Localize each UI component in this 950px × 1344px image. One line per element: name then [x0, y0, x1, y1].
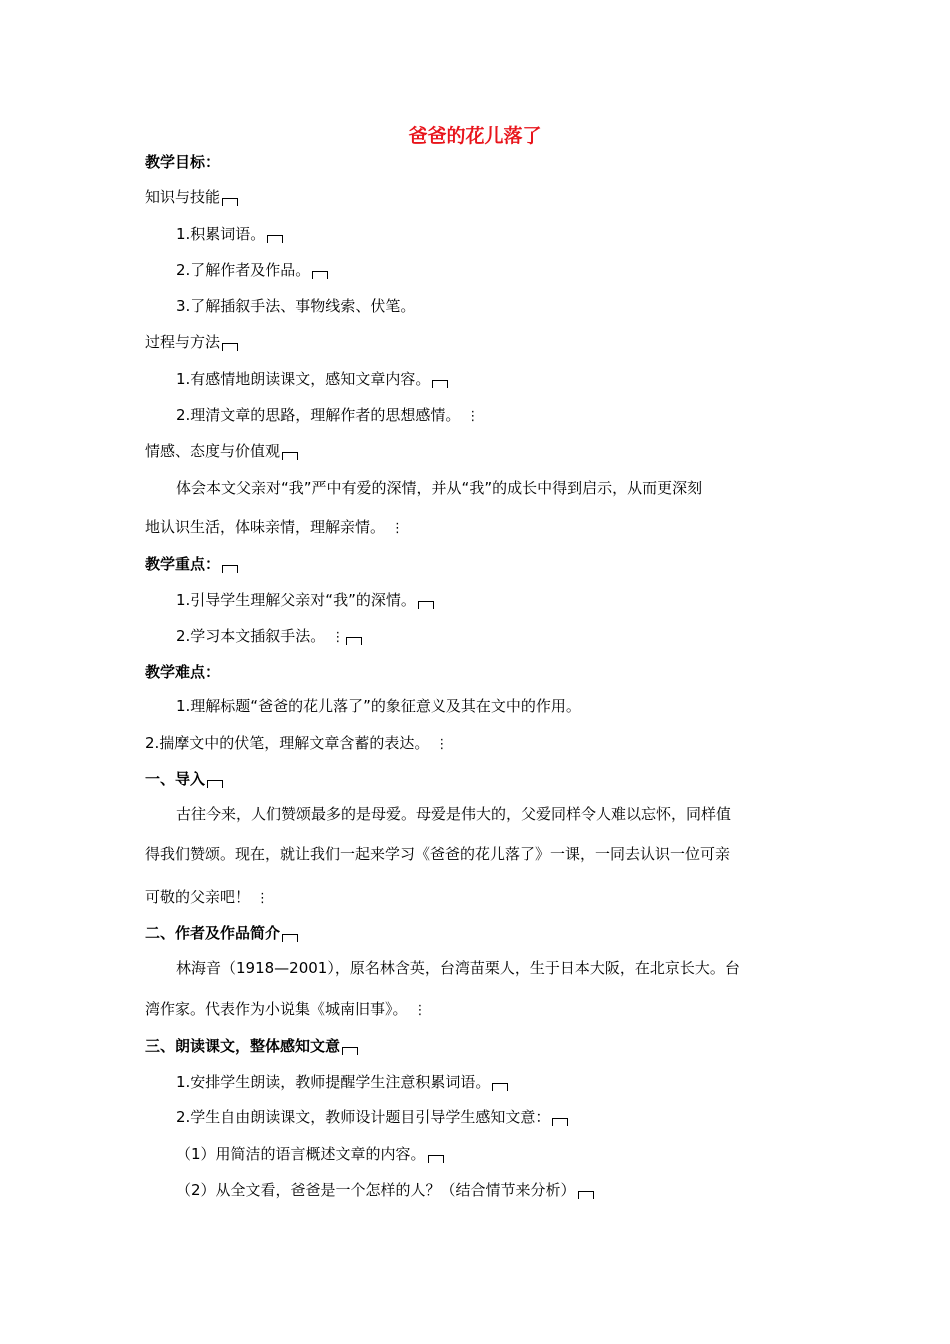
line-text: 1.积累词语。 [176, 225, 266, 243]
paragraph-mark-icon [312, 271, 328, 279]
paragraph-mark-icon [222, 343, 238, 351]
line-text: 2.揣摩文中的伏笔，理解文章含蓄的表达。 [145, 734, 430, 752]
line-text: 3.了解插叙手法、事物线索、伏笔。 [176, 297, 416, 315]
line-text: 得我们赞颂。现在，就让我们一起来学习《爸爸的花儿落了》一课，一同去认识一位可亲 [145, 845, 731, 863]
line-text: 体会本文父亲对“我”严中有爱的深情，并从“我”的成长中得到启示，从而更深刻 [176, 479, 703, 497]
vertical-dots-icon: ⋮ [331, 630, 345, 645]
list-item [176, 1106, 568, 1128]
paragraph-mark-icon [428, 1155, 444, 1163]
paragraph-line [145, 843, 730, 865]
line-text: 地认识生活，体味亲情，理解亲情。 [145, 518, 386, 536]
line-text: （2）从全文看，爸爸是一个怎样的人？（结合情节来分析） [176, 1181, 576, 1199]
line-text: 过程与方法 [145, 333, 221, 351]
paragraph-mark-icon [267, 235, 283, 243]
vertical-dots-icon: ⋮ [391, 521, 405, 536]
list-item [176, 1143, 444, 1165]
vertical-dots-icon: ⋮ [413, 1003, 427, 1018]
paragraph-mark-icon [552, 1118, 568, 1126]
paragraph-mark-icon [492, 1083, 508, 1091]
vertical-dots-icon: ⋮ [256, 891, 270, 906]
list-item [176, 223, 283, 245]
vertical-dots-icon: ⋮ [466, 409, 480, 424]
paragraph-line [176, 803, 731, 825]
list-item [176, 259, 328, 281]
section-heading-key-points [145, 553, 238, 575]
paragraph-line [176, 957, 740, 979]
paragraph-line [176, 477, 702, 499]
line-text: 2.学习本文插叙手法。 [176, 627, 326, 645]
heading-text: 一、导入 [145, 770, 206, 788]
paragraph-mark-icon [578, 1191, 594, 1199]
list-item [145, 732, 448, 756]
heading-text: 教学目标： [145, 153, 221, 171]
line-text: 1.有感情地朗读课文，感知文章内容。 [176, 370, 431, 388]
heading-text: 二、作者及作品简介 [145, 924, 281, 942]
list-item [176, 1071, 508, 1093]
paragraph-mark-icon [282, 934, 298, 942]
paragraph-mark-icon [342, 1047, 358, 1055]
line-text: 湾作家。代表作为小说集《城南旧事》。 [145, 1000, 408, 1018]
line-text: （1）用简洁的语言概述文章的内容。 [176, 1145, 426, 1163]
paragraph-mark-icon [222, 565, 238, 573]
line-text: 知识与技能 [145, 188, 221, 206]
paragraph-mark-icon [432, 380, 448, 388]
paragraph-mark-icon [222, 198, 238, 206]
line-text: 可敬的父亲吧！ [145, 888, 251, 906]
section-heading-reading [145, 1035, 358, 1057]
list-item [176, 589, 434, 611]
paragraph-mark-icon [346, 637, 362, 645]
line-text: 情感、态度与价值观 [145, 442, 281, 460]
heading-text: 教学难点： [145, 663, 221, 681]
section-heading-intro [145, 768, 223, 790]
line-text: 2.理清文章的思路，理解作者的思想感情。 [176, 406, 461, 424]
paragraph-mark-icon [282, 452, 298, 460]
line-text: 1.引导学生理解父亲对“我”的深情。 [176, 591, 416, 609]
heading-text: 教学重点： [145, 555, 221, 573]
subheading-emotion [145, 440, 298, 462]
subheading-process [145, 331, 238, 353]
list-item [176, 625, 362, 649]
list-item [176, 295, 415, 317]
line-text: 1.理解标题“爸爸的花儿落了”的象征意义及其在文中的作用。 [176, 697, 581, 715]
vertical-dots-icon: ⋮ [435, 737, 449, 752]
heading-text: 三、朗读课文，整体感知文意 [145, 1037, 341, 1055]
paragraph-line [145, 886, 269, 910]
list-item [176, 368, 448, 390]
line-text: 2.学生自由朗读课文，教师设计题目引导学生感知文意： [176, 1108, 551, 1126]
paragraph-line [145, 998, 427, 1022]
page-title: 爸爸的花儿落了 [408, 125, 542, 147]
line-text: 林海音（1918—2001），原名林含英，台湾苗栗人，生于日本大阪，在北京长大。台 [176, 959, 740, 977]
paragraph-line [145, 516, 404, 540]
list-item [176, 1179, 594, 1201]
subheading-knowledge [145, 186, 238, 208]
section-heading-objectives [145, 151, 220, 173]
line-text: 古往今来，人们赞颂最多的是母爱。母爱是伟大的，父爱同样令人难以忘怀，同样值 [176, 805, 732, 823]
list-item [176, 404, 479, 428]
line-text: 2.了解作者及作品。 [176, 261, 311, 279]
section-heading-author [145, 922, 298, 944]
line-text: 1.安排学生朗读，教师提醒学生注意积累词语。 [176, 1073, 491, 1091]
paragraph-mark-icon [418, 601, 434, 609]
section-heading-difficulties [145, 661, 220, 683]
list-item [176, 695, 581, 717]
paragraph-mark-icon [207, 780, 223, 788]
